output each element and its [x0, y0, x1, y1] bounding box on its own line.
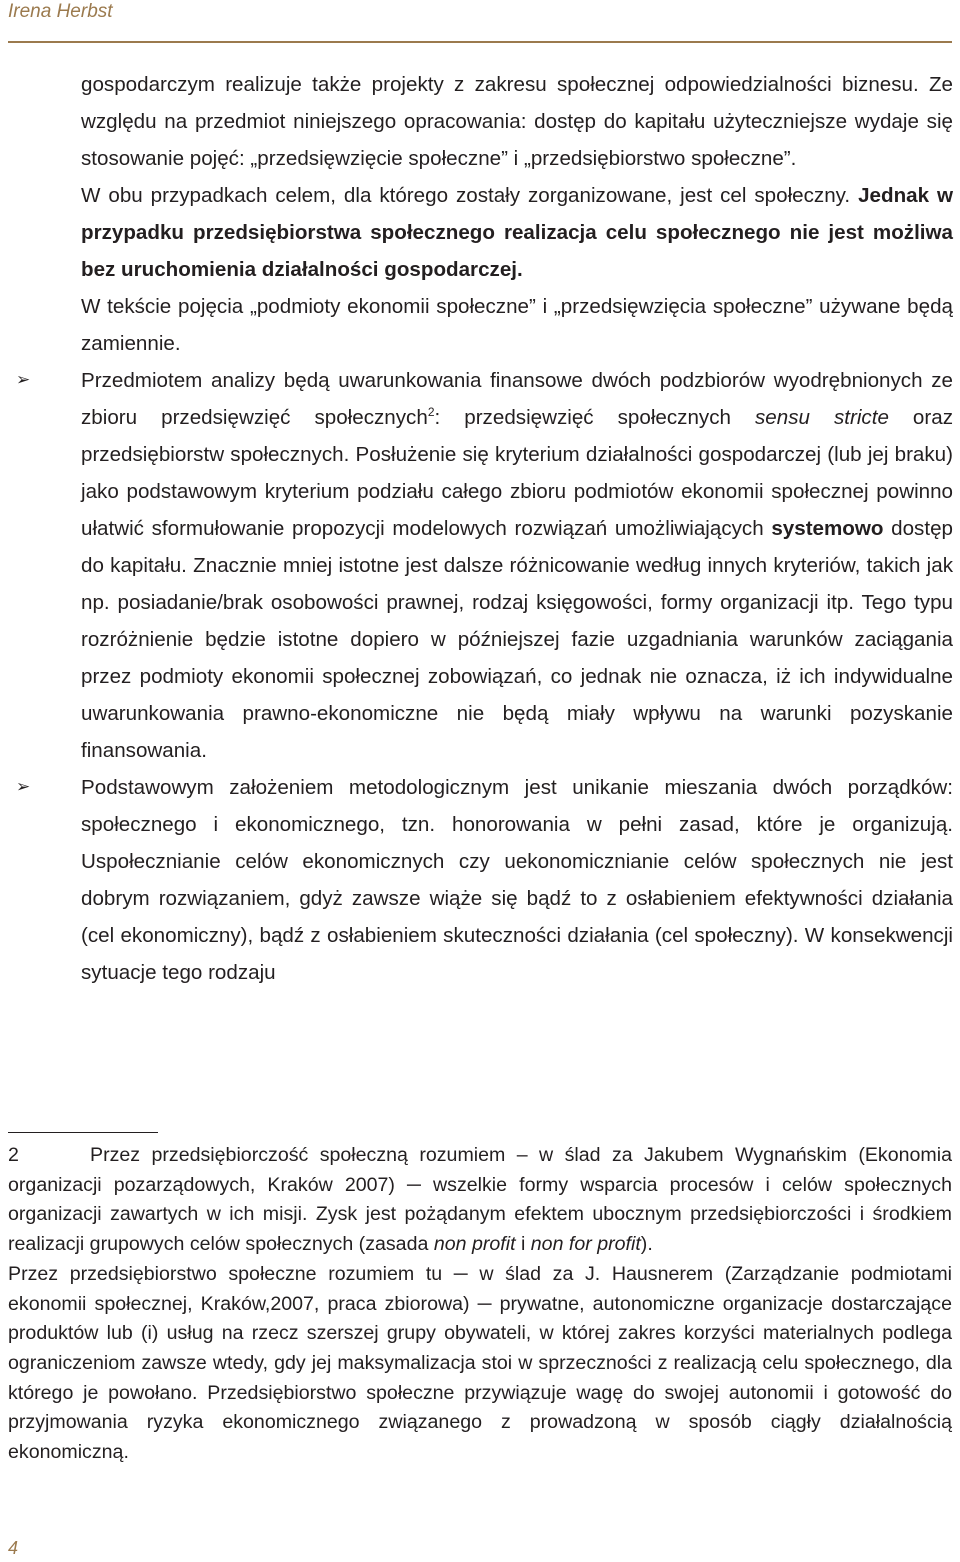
footnote: 2 Przez przedsiębiorczość społeczną rozumiem – w ślad za Jakubem Wygnańskim (Ekonomia organizacji pozarządowych, Kraków 2007) ─ wszelkie formy wsparcia procesów i celów społecznych organizacji zawartych w ich misji. Zysk jest pożądanym efektem ubocznym przedsiębiorczości i środkiem realizacji grupowych celów społecznych (zasada non profit i non for profit). [8, 1141, 952, 1260]
arrow-bullet-icon: ➢ [16, 370, 31, 390]
main-text [16, 66, 953, 991]
footnote-continuation: Przez przedsiębiorstwo społeczne rozumiem tu ─ w ślad za J. Hausnerem (Zarządzanie podmiotami ekonomii społecznej, Kraków,2007, praca zbiorowa) ─ prywatne, autonomiczne organizacje dostarczające produktów lub (i) usług na rzecz szerszej grupy obywateli, w której zakres korzyści materialnych podlega ograniczeniom zawsze wtedy, gdy jej maksymalizacja stoi w sprzeczności z realizacją celu społecznego, dla którego je powołano. Przedsiębiorstwo społeczne przywiązuje wagę do swojej autonomii i gotowość do przyjmowania ryzyka ekonomicznego związanego z prowadzoną w sposób ciągły działalnością ekonomiczną. [8, 1262, 952, 1464]
footnotes [8, 1141, 952, 1468]
bullet-item: ➢ Przedmiotem analizy będą uwarunkowania finansowe dwóch podzbiorów wyodrębnionych ze zbioru przedsięwzięć społecznych$^2$: przedsięwzięć społecznych sensu stricte oraz przedsiębiorstw społecznych. Posłużenie się kryterium działalności gospodarczej (lub jej braku) jako podstawowym kryterium podziału całego zbioru podmiotów ekonomii społecznej powinno ułatwić sformułowanie propozycji modelowych rozwiązań umożliwiających systemowo dostęp do kapitału. Znacznie mniej istotne jest dalsze różnicowanie według innych kryteriów, takich jak np. posiadanie/brak osobowości prawnej, rodzaj księgowości, formy organizacji itp. Tego typu rozróżnienie będzie istotne dopiero w późniejszej fazie uzgadniania warunków zaciągania przez podmioty ekonomii społecznej zobowiązań, co jednak nie oznacza, iż ich indywidualne uwarunkowania prawno-ekonomiczne nie będą miały wpływu na warunki pozyskanie finansowania. [81, 362, 953, 769]
page-number: 4 [8, 1538, 19, 1558]
running-head-author: Irena Herbst [8, 1, 113, 22]
paragraph: gospodarczym realizuje także projekty z zakresu społecznej odpowiedzialności biznesu. Ze względu na przedmiot niniejszego opracowania: dostęp do kapitału użyteczniejsze wydaje się stosowanie pojęć: „przedsięwzięcie społeczne” i „przedsiębiorstwo społeczne”. [81, 73, 953, 170]
arrow-bullet-icon: ➢ [16, 777, 31, 797]
bullet-item: ➢ Podstawowym założeniem metodologicznym jest unikanie mieszania dwóch porządków: społecznego i ekonomicznego, tzn. honorowania w pełni zasad, które je organizują. Uspołecznianie celów ekonomicznych czy uekonomicznianie celów społecznych nie jest dobrym rozwiązaniem, gdyż zawsze wiąże się bądź to z osłabieniem efektywności działania (cel ekonomiczny), bądź z osłabieniem skuteczności działania (cel społeczny). W konsekwencji sytuacje tego rodzaju [81, 769, 953, 991]
paragraph: W tekście pojęcia „podmioty ekonomii społeczne” i „przedsięwzięcia społeczne” używane będą zamiennie. [81, 295, 953, 355]
header-rule [8, 41, 952, 43]
paragraph: W obu przypadkach celem, dla którego zostały zorganizowane, jest cel społeczny. Jednak w przypadku przedsiębiorstwa społecznego realizacja celu społecznego nie jest możliwa bez uruchomienia działalności gospodarczej. [81, 184, 953, 281]
bold-statement: Jednak w przypadku przedsiębiorstwa społecznego realizacja celu społecznego nie jest możliwa bez uruchomienia działalności gospodarczej. [81, 184, 953, 281]
footnote-number: 2 [8, 1144, 19, 1166]
footnote-ref[interactable]: 2 [427, 405, 435, 419]
footnote-rule [8, 1132, 158, 1133]
